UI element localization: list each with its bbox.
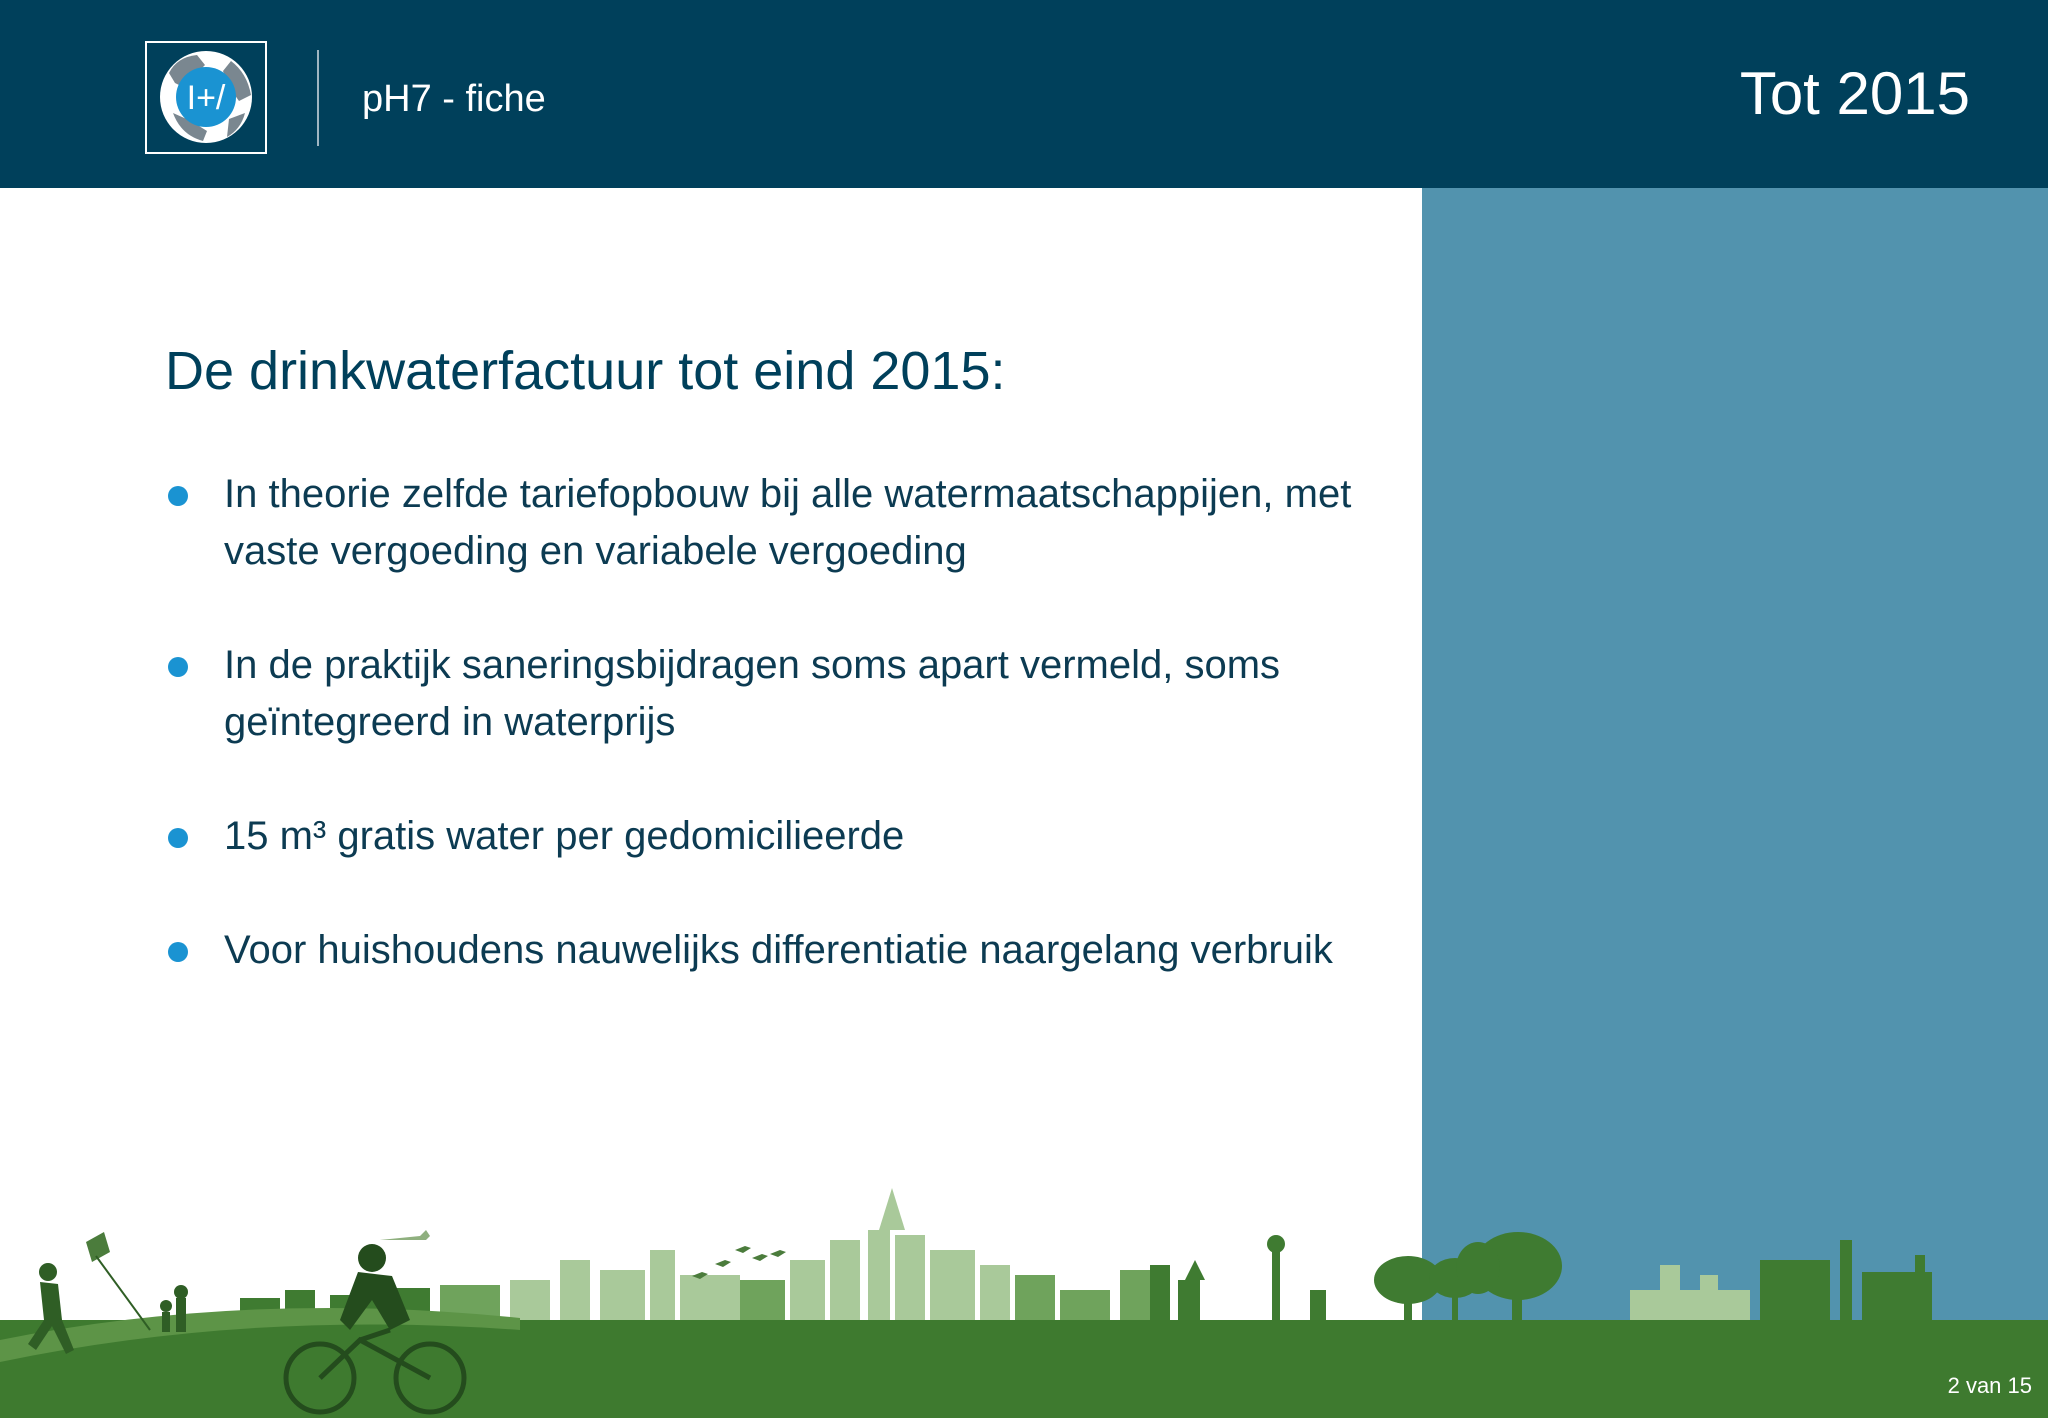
header-title: Tot 2015 [1739,60,1970,127]
bullet-text: In theorie zelfde tariefopbouw bij alle watermaatschappijen, met vaste vergoeding en variabele vergoeding [224,472,1352,573]
bullet-item [165,466,1365,580]
header-subtitle: pH7 - fiche [362,78,546,120]
bullet-text: 15 m³ gratis water per gedomicilieerde [224,814,905,858]
bullet-text: In de praktijk saneringsbijdragen soms apart vermeld, soms geïntegreerd in waterprijs [224,643,1281,744]
bullet-item [165,637,1365,751]
bullet-dot-icon [168,942,188,962]
bullet-item [165,808,1365,865]
bullet-text: Voor huishoudens nauwelijks differentiatie naargelang verbruik [224,928,1333,972]
bullet-list [165,466,1365,1036]
bullet-dot-icon [168,828,188,848]
header-bar [0,0,2048,188]
header-divider [317,50,319,146]
page-number: 2 van 15 [1947,1373,2032,1398]
svg-text:I+/: I+/ [186,79,226,117]
city-skyline-illustration [0,1180,2048,1418]
bullet-item [165,922,1365,979]
ph7-logo-icon[interactable] [145,41,267,154]
slide-heading: De drinkwaterfactuur tot eind 2015: [165,341,1006,401]
bullet-dot-icon [168,486,188,506]
bullet-dot-icon [168,657,188,677]
